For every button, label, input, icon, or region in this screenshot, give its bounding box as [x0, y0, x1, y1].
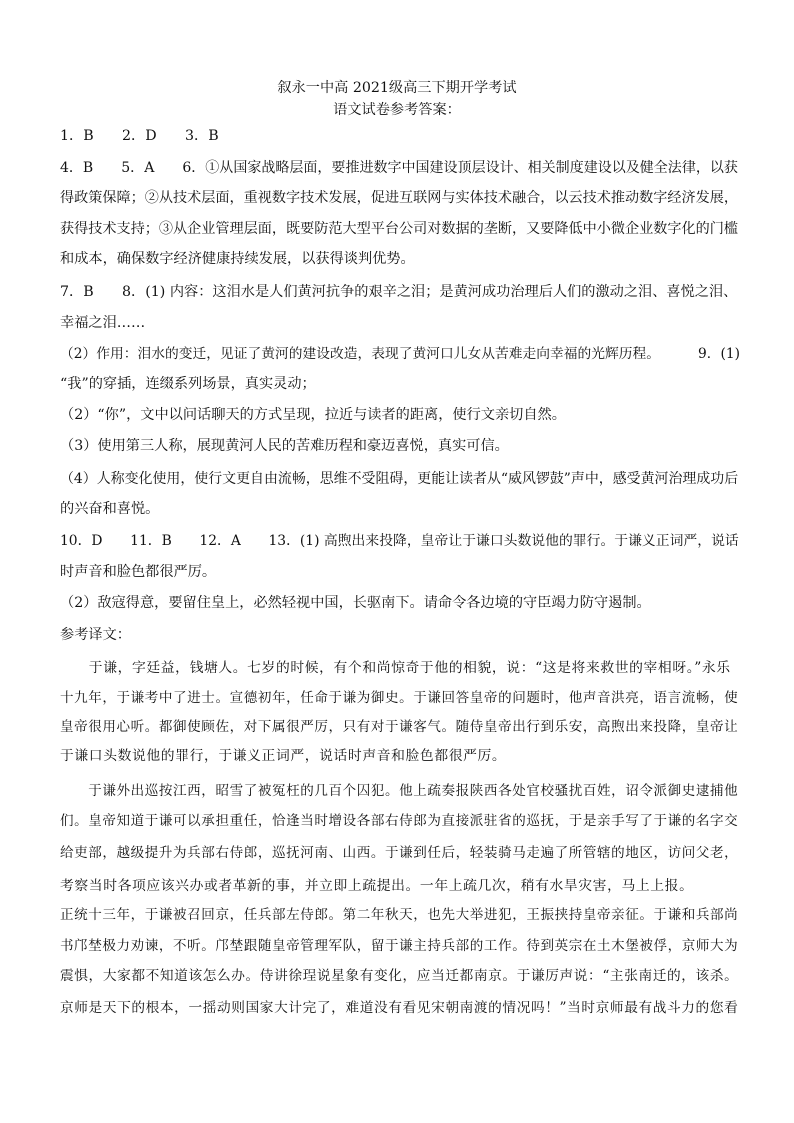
- answer-line: （4）人称变化使用，使行文更自由流畅，思维不受阻碍，更能让读者从“威风锣鼓”声中，感受黄河治理成功后: [60, 471, 739, 487]
- answer-line: 4．B 5．A 6．①从国家战略层面，要推进数字中国建设顶层设计、相关制度建设以及健全法律，以获: [60, 160, 738, 176]
- translation-line: 正统十三年，于谦被召回京，任兵部左侍郎。第二年秋天，也先大举进犯，王振挟持皇帝亲征。于谦和兵部尚: [60, 907, 739, 923]
- answer-line: “我”的穿插，连缀系列场景，真实灵动；: [60, 376, 316, 392]
- document-subtitle: 语文试卷参考答案：: [333, 102, 461, 118]
- answer-line: 7．B 8．(1) 内容：这泪水是人们黄河抗争的艰辛之泪；是黄河成功治理后人们的激动之泪、喜悦之泪、: [60, 284, 738, 300]
- answer-line: 幸福之泪……: [60, 315, 146, 331]
- answer-line: 时声音和脸色都很严厉。: [60, 564, 217, 580]
- translation-line: 于谦口头数说他的罪行，于谦义正词严，说话时声音和脸色都很严厉。: [60, 748, 507, 764]
- answer-line: 得政策保障；②从技术层面，重视数字技术发展，促进互联网与实体技术融合，以云技术推动数字经济发展，: [60, 190, 739, 206]
- translation-line: 震惧，大家都不知道该怎么办。侍讲徐珵说星象有变化，应当迁都南京。于谦厉声说：“主张南迁的，该杀。: [60, 968, 739, 984]
- answer-line: 1．B 2．D 3．B: [60, 128, 219, 144]
- answer-8-2-text: （2）作用：泪水的变迁，见证了黄河的建设改造，表现了黄河口儿女从苦难走向幸福的光辉历程。: [60, 346, 661, 362]
- translation-line: 十九年，于谦考中了进士。宣德初年，任命于谦为御史。于谦回答皇帝的问题时，他声音洪亮，语言流畅，使: [60, 690, 739, 706]
- document-title: 叙永一中高 2021级高三下期开学考试: [277, 80, 517, 96]
- answer-9-prefix: 9．(1): [698, 346, 740, 362]
- answer-line: [60, 344, 740, 364]
- translation-line: 于谦外出巡按江西，昭雪了被冤枉的几百个囚犯。他上疏奏报陕西各处官校骚扰百姓，诏令派御史逮捕他: [60, 783, 739, 799]
- translation-line: 皇帝很用心听。都御使顾佐，对下属很严厉，只有对于谦客气。随侍皇帝出行到乐安，高煦出来投降，皇帝让: [60, 719, 739, 735]
- translation-line: 给吏部，越级提升为兵部右侍郎，巡抚河南、山西。于谦到任后，轻装骑马走遍了所管辖的地区，访问父老，: [60, 845, 739, 861]
- answer-line: （3）使用第三人称，展现黄河人民的苦难历程和豪迈喜悦，真实可信。: [60, 438, 509, 454]
- answer-line: 获得技术支持；③从企业管理层面，既要防范大型平台公司对数据的垄断，又要降低中小微企业数字化的门槛: [60, 221, 739, 237]
- answer-line: （2）“你”，文中以问话聊天的方式呈现，拉近与读者的距离，使行文亲切自然。: [60, 407, 566, 423]
- answer-line: 的兴奋和喜悦。: [60, 501, 160, 517]
- answer-line: 10．D 11．B 12．A 13．(1) 高煦出来投降，皇帝让于谦口头数说他的罪行。于谦义正词严，说话: [60, 533, 739, 549]
- translation-line: 书邝埜极力劝谏，不听。邝埜跟随皇帝管理军队，留于谦主持兵部的工作。待到英宗在土木堡被俘，京师大为: [60, 938, 739, 954]
- answer-line: 和成本，确保数字经济健康持续发展，以获得谈判优势。: [60, 251, 415, 267]
- section-heading: 参考译文：: [60, 627, 131, 643]
- translation-line: 们。皇帝知道于谦可以承担重任，恰逢当时增设各部右侍郎为直接派驻省的巡抚，于是亲手写了于谦的名字交: [60, 813, 739, 829]
- translation-line: 京师是天下的根本，一摇动则国家大计完了，难道没有看见宋朝南渡的情况吗！”当时京师最有战斗力的您看: [60, 1000, 739, 1016]
- translation-line: 于谦，字廷益，钱塘人。七岁的时候，有个和尚惊奇于他的相貌，说：“这是将来救世的宰相呀。”永乐: [60, 660, 731, 676]
- answer-line: （2）敌寇得意，要留住皇上，必然轻视中国，长驱南下。请命令各边境的守臣竭力防守遏制。: [60, 595, 651, 611]
- translation-line: 考察当时各项应该兴办或者革新的事，并立即上疏提出。一年上疏几次，稍有水旱灾害，马上上报。: [60, 878, 694, 894]
